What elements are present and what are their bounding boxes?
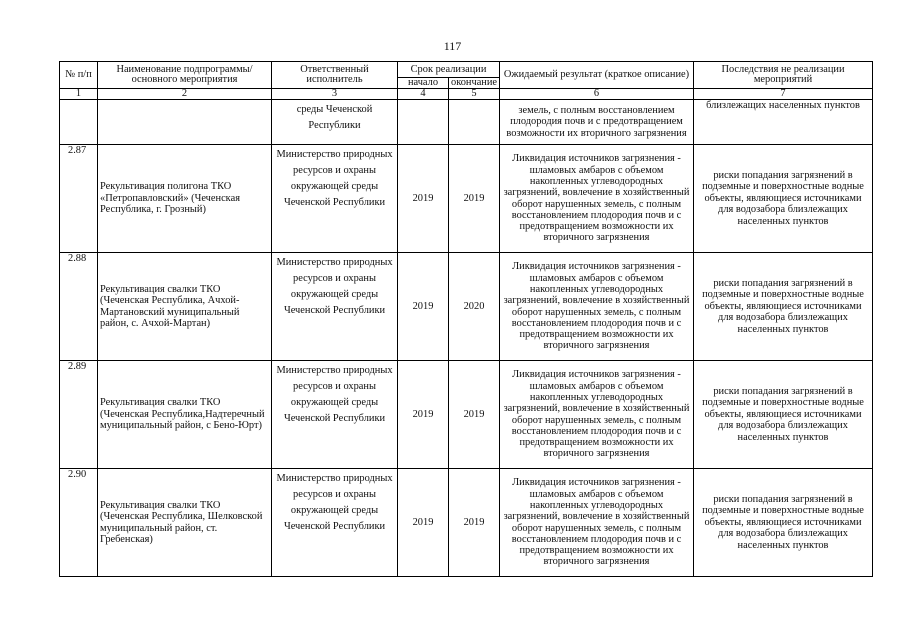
- cell-empty: [60, 100, 98, 145]
- cell-end: 2019: [449, 361, 500, 469]
- cell-consequences: близлежащих населенных пунктов: [694, 100, 873, 145]
- cell-start: 2019: [398, 253, 449, 361]
- cell-num: 2.88: [60, 253, 98, 361]
- cell-executor: Министерство природных ресурсов и охраны окружающей среды Чеченской Республики: [272, 253, 398, 361]
- table-row-continuation: [60, 100, 873, 145]
- col-number-6: 6: [500, 89, 694, 100]
- cell-name: Рекультивация свалки ТКО (Чеченская Республика,Надтеречный муниципальный район, с Бено-Юрт): [98, 361, 272, 469]
- col-number-4: 4: [398, 89, 449, 100]
- cell-end: 2020: [449, 253, 500, 361]
- cell-consequences: риски попадания загрязнений в подземные и поверхностные водные объекты, являющиеся источниками для водозабора близлежащих населенных пунктов: [694, 361, 873, 469]
- cell-consequences: риски попадания загрязнений в подземные и поверхностные водные объекты, являющиеся источниками для водозабора близлежащих населенных пунктов: [694, 469, 873, 577]
- cell-num: 2.90: [60, 469, 98, 577]
- cell-start: 2019: [398, 361, 449, 469]
- cell-executor: Министерство природных ресурсов и охраны окружающей среды Чеченской Республики: [272, 361, 398, 469]
- header-num: № п/п: [60, 62, 98, 89]
- col-number-3: 3: [272, 89, 398, 100]
- table-row: [60, 361, 873, 469]
- header-start: начало: [398, 78, 449, 89]
- cell-num: 2.89: [60, 361, 98, 469]
- cell-name: Рекультивация свалки ТКО (Чеченская Республика, Шелковской муниципальный район, ст. Гребенская): [98, 469, 272, 577]
- header-consequences: Последствия не реализации мероприятий: [694, 62, 873, 89]
- table-row: [60, 145, 873, 253]
- cell-start: 2019: [398, 145, 449, 253]
- cell-empty: [398, 100, 449, 145]
- measures-table: [59, 61, 873, 577]
- cell-result: земель, с полным восстановлением плодородия почв и с предотвращением возможности их вторичного загрязнения: [500, 100, 694, 145]
- cell-name: Рекультивация свалки ТКО (Чеченская Республика, Ачхой-Мартановский муниципальный район, с. Ачхой-Мартан): [98, 253, 272, 361]
- cell-result: Ликвидация источников загрязнения - шламовых амбаров с объемом накопленных углеводородных загрязнений, вовлечение в хозяйственный оборот нарушенных земель, с полным восстановлением плодородия почв и с предотвращением возможности их вторичного загрязнения: [500, 253, 694, 361]
- cell-result: Ликвидация источников загрязнения - шламовых амбаров с объемом накопленных углеводородных загрязнений, вовлечение в хозяйственный оборот нарушенных земель, с полным восстановлением плодородия почв и с предотвращением возможности их вторичного загрязнения: [500, 361, 694, 469]
- col-number-2: 2: [98, 89, 272, 100]
- cell-start: 2019: [398, 469, 449, 577]
- cell-end: 2019: [449, 145, 500, 253]
- page-number: 117: [443, 39, 462, 53]
- header-name: Наименование подпрограммы/ основного мероприятия: [98, 62, 272, 89]
- header-period: Срок реализации: [398, 62, 500, 78]
- cell-num: 2.87: [60, 145, 98, 253]
- cell-executor: Министерство природных ресурсов и охраны окружающей среды Чеченской Республики: [272, 145, 398, 253]
- header-executor: Ответственный исполнитель: [272, 62, 398, 89]
- col-number-1: 1: [60, 89, 98, 100]
- table-row: [60, 469, 873, 577]
- cell-empty: [98, 100, 272, 145]
- cell-end: 2019: [449, 469, 500, 577]
- cell-empty: [449, 100, 500, 145]
- header-result: Ожидаемый результат (краткое описание): [500, 62, 694, 89]
- table-row: [60, 253, 873, 361]
- cell-result: Ликвидация источников загрязнения - шламовых амбаров с объемом накопленных углеводородных загрязнений, вовлечение в хозяйственный оборот нарушенных земель, с полным восстановлением плодородия почв и с предотвращением возможности их вторичного загрязнения: [500, 469, 694, 577]
- cell-name: Рекультивация полигона ТКО «Петропавловский» (Чеченская Республика, г. Грозный): [98, 145, 272, 253]
- cell-consequences: риски попадания загрязнений в подземные и поверхностные водные объекты, являющиеся источниками для водозабора близлежащих населенных пунктов: [694, 145, 873, 253]
- col-number-7: 7: [694, 89, 873, 100]
- cell-consequences: риски попадания загрязнений в подземные и поверхностные водные объекты, являющиеся источниками для водозабора близлежащих населенных пунктов: [694, 253, 873, 361]
- header-end: окончание: [449, 78, 500, 89]
- cell-executor: Министерство природных ресурсов и охраны окружающей среды Чеченской Республики: [272, 469, 398, 577]
- col-number-5: 5: [449, 89, 500, 100]
- cell-executor: среды Чеченской Республики: [272, 100, 398, 145]
- cell-result: Ликвидация источников загрязнения - шламовых амбаров с объемом накопленных углеводородных загрязнений, вовлечение в хозяйственный оборот нарушенных земель, с полным восстановлением плодородия почв и с предотвращением возможности их вторичного загрязнения: [500, 145, 694, 253]
